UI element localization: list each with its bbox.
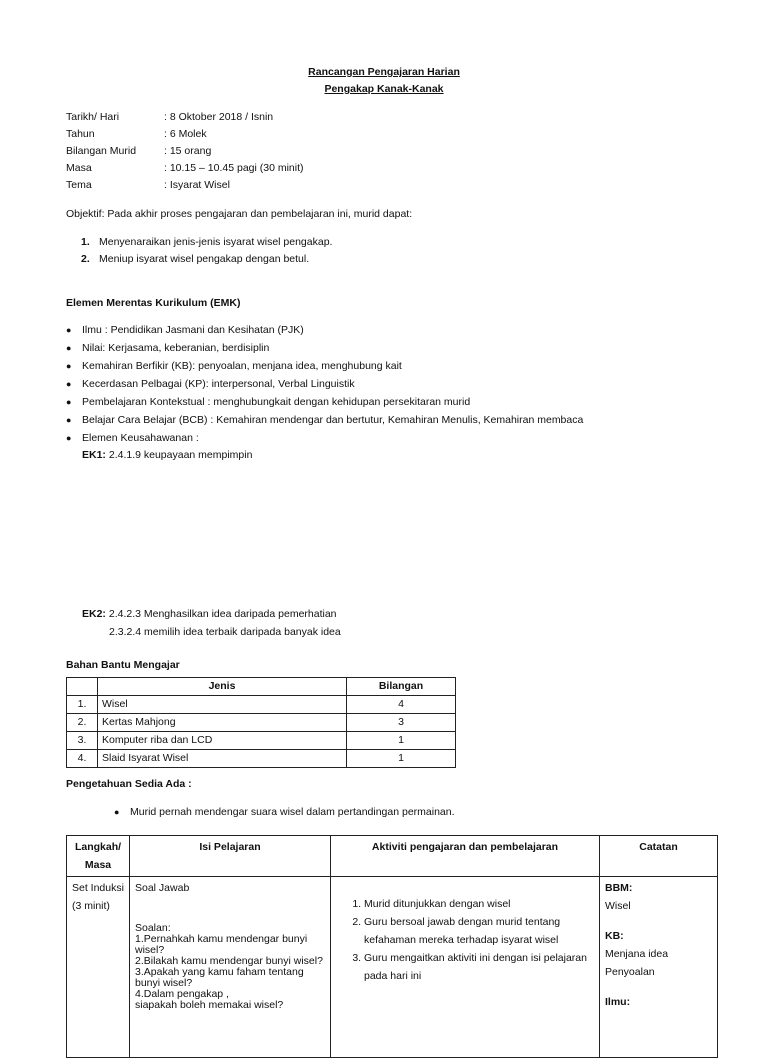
table-cell-jenis: Slaid Isyarat Wisel — [98, 750, 347, 768]
bullet-icon: ● — [66, 343, 72, 353]
table-header-bilangan: Bilangan — [347, 678, 456, 696]
table-cell-bilangan: 1 — [347, 732, 456, 750]
ek2-text: 2.4.2.3 Menghasilkan idea daripada pemerhatian — [105, 608, 337, 620]
soalan-item: 1.Pernahkah kamu mendengar bunyi wisel? — [135, 933, 308, 956]
meta-value-tahun: : 6 Molek — [164, 128, 207, 140]
meta-value-tema: : Isyarat Wisel — [164, 179, 230, 191]
table-header-no — [67, 678, 98, 696]
psa-item — [114, 806, 455, 818]
bullet-icon: ● — [114, 807, 120, 817]
meta-label-masa: Masa — [66, 162, 92, 174]
ek1-text: 2.4.1.9 keupayaan mempimpin — [105, 449, 253, 461]
isi-title: Soal Jawab — [135, 882, 190, 894]
objektif-number: 1. — [81, 236, 90, 248]
ek2-text-2: 2.3.2.4 memilih idea terbaik daripada banyak idea — [109, 626, 341, 638]
table-row — [67, 877, 718, 1058]
emk-item — [66, 360, 402, 372]
bullet-icon: ● — [66, 325, 72, 335]
meta-label-tahun: Tahun — [66, 128, 95, 140]
soalan-item: 2.Bilakah kamu mendengar bunyi wisel? — [135, 955, 323, 967]
emk-item — [66, 324, 304, 336]
objektif-text: Meniup isyarat wisel pengakap dengan betul. — [99, 253, 310, 265]
meta-value-masa: : 10.15 – 10.45 pagi (30 minit) — [164, 162, 304, 174]
bullet-icon: ● — [66, 415, 72, 425]
bullet-icon: ● — [66, 397, 72, 407]
ek1-label: EK1: — [82, 449, 106, 461]
emk-item — [66, 396, 470, 408]
emk-item-text: Kemahiran Berfikir (KB): penyoalan, menjana idea, menghubung kait — [82, 360, 402, 372]
psa-item-text: Murid pernah mendengar suara wisel dalam pertandingan permainan. — [130, 806, 455, 818]
table-header-row — [67, 678, 456, 696]
table-cell-no: 3. — [67, 732, 98, 750]
table-cell-no: 1. — [67, 696, 98, 714]
catatan-kb-label: KB: — [605, 930, 624, 942]
table-cell-no: 2. — [67, 714, 98, 732]
objektif-item — [81, 253, 309, 265]
emk-item-text: Elemen Keusahawanan : — [82, 432, 199, 444]
catatan-ilmu-label: Ilmu: — [605, 996, 631, 1008]
emk-item — [66, 432, 199, 444]
catatan-bbm-value: Wisel — [605, 900, 631, 912]
objektif-intro: Objektif: Pada akhir proses pengajaran dan pembelajaran ini, murid dapat: — [66, 208, 413, 220]
masa-text: (3 minit) — [72, 900, 110, 912]
document-title: Rancangan Pengajaran Harian — [308, 66, 460, 78]
bbm-heading: Bahan Bantu Mengajar — [66, 659, 180, 671]
emk-item — [66, 414, 583, 426]
meta-value-tarikh: : 8 Oktober 2018 / Isnin — [164, 111, 274, 123]
table-header-langkah — [67, 836, 130, 877]
emk-heading: Elemen Merentas Kurikulum (EMK) — [66, 297, 241, 309]
table-row — [67, 750, 456, 768]
table-cell-catatan — [600, 877, 718, 1058]
table-cell-langkah — [67, 877, 130, 1058]
emk-item-text: Kecerdasan Pelbagai (KP): interpersonal, Verbal Linguistik — [82, 378, 355, 390]
soalan-label: Soalan: — [135, 922, 171, 934]
objektif-text: Menyenaraikan jenis-jenis isyarat wisel pengakap. — [99, 236, 333, 248]
table-cell-bilangan: 3 — [347, 714, 456, 732]
emk-item — [66, 342, 269, 354]
emk-item-text: Nilai: Kerjasama, keberanian, berdisiplin — [82, 342, 270, 354]
emk-item-text: Belajar Cara Belajar (BCB) : Kemahiran mendengar dan bertutur, Kemahiran Menulis, Kemahiran membaca — [82, 414, 584, 426]
table-header-aktiviti: Aktiviti pengajaran dan pembelajaran — [331, 836, 600, 877]
table-cell-isi — [130, 877, 331, 1058]
aktiviti-item: 3. Guru mengaitkan aktiviti ini dengan isi pelajaran pada hari ini — [364, 949, 594, 985]
psa-heading: Pengetahuan Sedia Ada : — [66, 778, 192, 790]
objektif-number: 2. — [81, 253, 90, 265]
meta-label-tarikh: Tarikh/ Hari — [66, 111, 120, 123]
ek2-line — [82, 608, 337, 620]
aktiviti-item: 2. Guru bersoal jawab dengan murid tentang kefahaman mereka terhadap isyarat wisel — [364, 913, 594, 949]
soalan-item: 3.Apakah yang kamu faham tentang bunyi wisel? — [135, 966, 304, 989]
table-row — [67, 714, 456, 732]
emk-item-text: Ilmu : Pendidikan Jasmani dan Kesihatan (PJK) — [82, 324, 304, 336]
ek2-label: EK2: — [82, 608, 106, 620]
emk-item — [66, 378, 355, 390]
table-header-catatan: Catatan — [600, 836, 718, 877]
table-cell-jenis: Komputer riba dan LCD — [98, 732, 347, 750]
catatan-kb-value: Penyoalan — [605, 966, 655, 978]
table-cell-no: 4. — [67, 750, 98, 768]
meta-value-bilangan: : 15 orang — [164, 145, 212, 157]
bullet-icon: ● — [66, 433, 72, 443]
aktiviti-list — [336, 895, 594, 985]
table-row — [67, 732, 456, 750]
header-langkah-line1: Langkah/ — [74, 841, 122, 853]
emk-item-text: Pembelajaran Kontekstual : menghubungkait dengan kehidupan persekitaran murid — [82, 396, 471, 408]
meta-label-bilangan: Bilangan Murid — [66, 145, 137, 157]
aktiviti-item: 1. Murid ditunjukkan dengan wisel — [364, 895, 594, 913]
bullet-icon: ● — [66, 379, 72, 389]
objektif-item — [81, 236, 332, 248]
table-cell-bilangan: 4 — [347, 696, 456, 714]
header-langkah-line2: Masa — [84, 859, 112, 871]
catatan-kb-value: Menjana idea — [605, 948, 669, 960]
meta-label-tema: Tema — [66, 179, 92, 191]
table-header-jenis: Jenis — [98, 678, 347, 696]
table-cell-bilangan: 1 — [347, 750, 456, 768]
document-subtitle: Pengakap Kanak-Kanak — [324, 83, 444, 95]
table-cell-jenis: Kertas Mahjong — [98, 714, 347, 732]
table-cell-aktiviti — [331, 877, 600, 1058]
ek1-line — [82, 449, 252, 461]
bullet-icon: ● — [66, 361, 72, 371]
table-header-row — [67, 836, 718, 877]
table-row — [67, 696, 456, 714]
table-header-isi: Isi Pelajaran — [130, 836, 331, 877]
langkah-text: Set Induksi — [72, 882, 124, 894]
soalan-item: siapakah boleh memakai wisel? — [135, 999, 284, 1011]
bbm-table — [66, 677, 456, 768]
table-cell-jenis: Wisel — [98, 696, 347, 714]
catatan-bbm-label: BBM: — [605, 882, 633, 894]
soalan-item: 4.Dalam pengakap , — [135, 988, 229, 1000]
rancangan-table — [66, 835, 718, 1058]
